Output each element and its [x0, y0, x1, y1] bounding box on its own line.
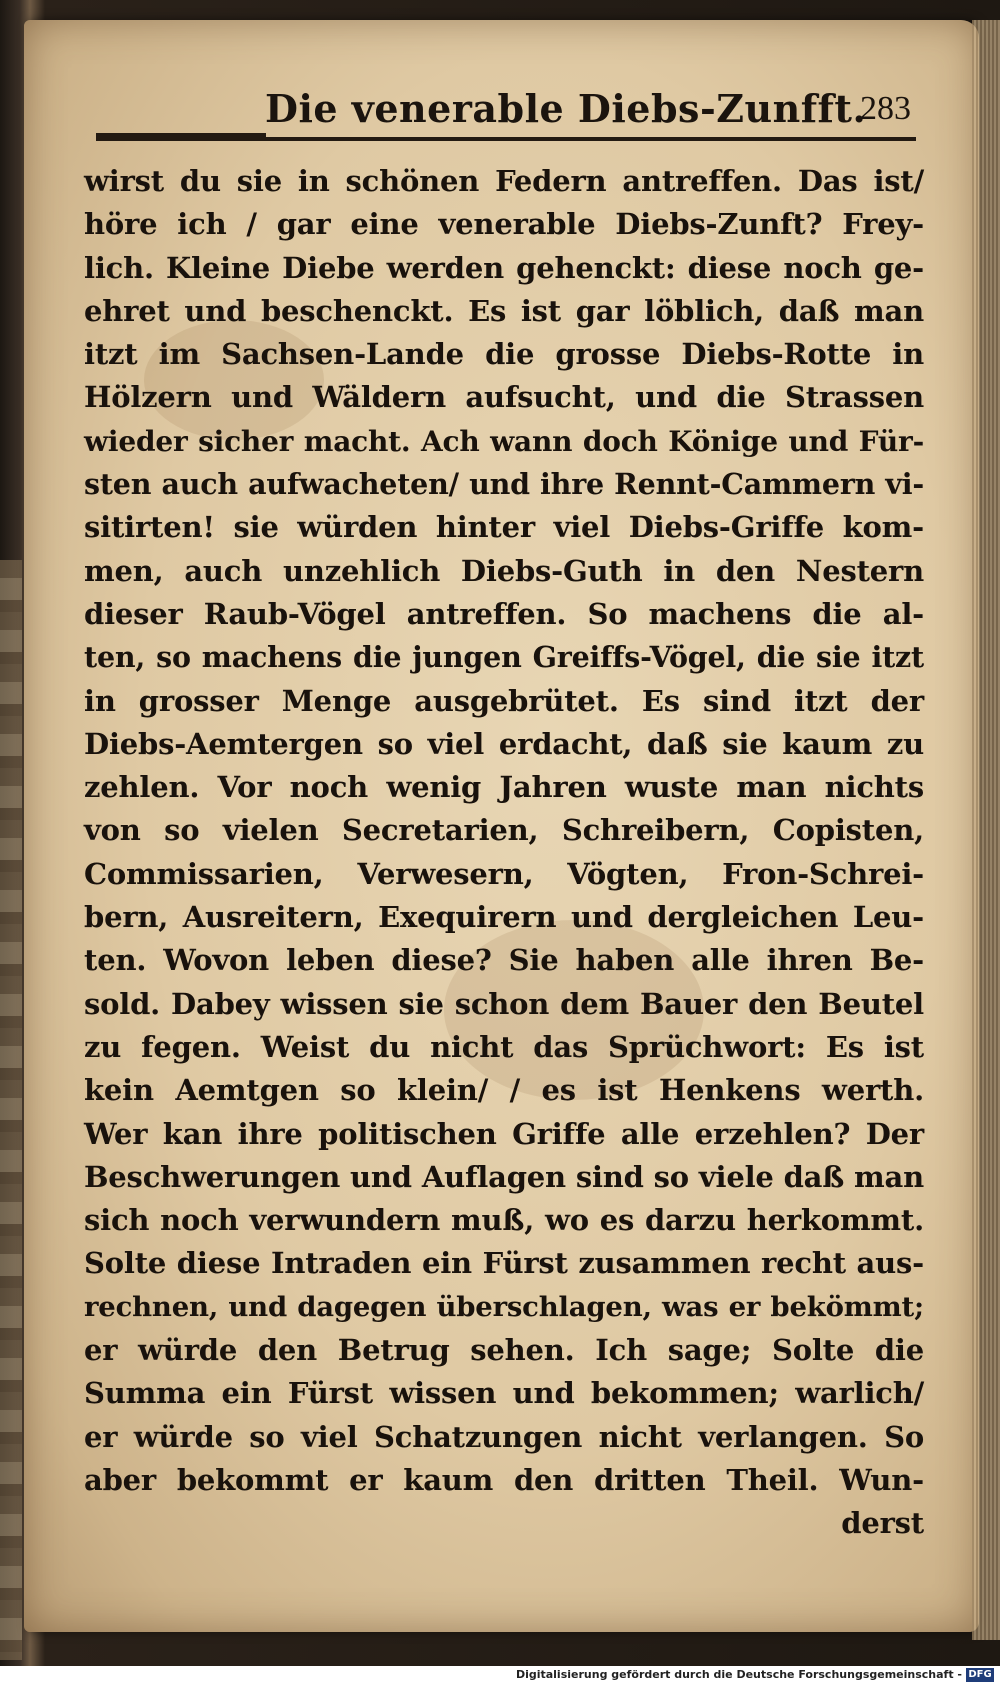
text-line: ten. Wovon leben diese? Sie haben alle ihren Be-: [84, 943, 924, 978]
text-line: itzt im Sachsen-Lande die grosse Diebs-Rotte in: [84, 337, 924, 372]
text-line: men, auch unzehlich Diebs-Guth in den Nestern: [84, 553, 924, 588]
text-line: in grosser Menge ausgebrütet. Es sind itzt der: [84, 683, 924, 718]
text-line: wieder sicher macht. Ach wann doch Könige und Für-: [84, 424, 924, 458]
text-line: sich noch verwundern muß, wo es darzu herkommt.: [84, 1203, 924, 1238]
page-number: 283: [860, 90, 911, 127]
text-line: Summa ein Fürst wissen und bekommen; warlich/: [84, 1376, 924, 1411]
funding-credit: Digitalisierung gefördert durch die Deutsche Forschungsgemeinschaft -: [515, 1668, 962, 1681]
text-line: Diebs-Aemtergen so viel erdacht, daß sie kaum zu: [84, 726, 924, 761]
text-line: bern, Ausreitern, Exequirern und dergleichen Leu-: [84, 900, 924, 935]
header-rule: [96, 137, 916, 141]
text-line: von so vielen Secretarien, Schreibern, Copisten,: [84, 813, 924, 848]
text-line: Hölzern und Wäldern aufsucht, und die Strassen: [84, 380, 924, 415]
text-line: Commissarien, Verwesern, Vögten, Fron-Schrei-: [84, 856, 924, 891]
catchword: derst: [841, 1506, 924, 1541]
text-line: ehret und beschenckt. Es ist gar löblich, daß man: [84, 293, 924, 328]
running-title: Die venerable Diebs-Zunfft.: [265, 86, 867, 131]
text-line: er würde so viel Schatzungen nicht verlangen. So: [84, 1419, 924, 1454]
text-line: Beschwerungen und Auflagen sind so viele daß man: [84, 1159, 924, 1194]
page-edges: [972, 20, 1000, 1640]
text-line: Solte diese Intraden ein Fürst zusammen recht aus-: [84, 1246, 924, 1281]
text-line: sold. Dabey wissen sie schon dem Bauer den Beutel: [84, 986, 924, 1021]
body-text: [84, 160, 924, 1546]
text-line: lich. Kleine Diebe werden gehenckt: diese noch ge-: [84, 250, 924, 285]
text-line: dieser Raub-Vögel antreffen. So machens die al-: [84, 596, 924, 631]
text-line: Wer kan ihre politischen Griffe alle erzehlen? Der: [84, 1116, 924, 1151]
text-line: aber bekommt er kaum den dritten Theil. Wun-: [84, 1462, 924, 1497]
text-line: höre ich / gar eine venerable Diebs-Zunft? Frey-: [84, 207, 924, 242]
text-line: er würde den Betrug sehen. Ich sage; Solte die: [84, 1333, 924, 1368]
text-line: ten, so machens die jungen Greiffs-Vögel, die sie itzt: [84, 640, 924, 675]
text-line: sten auch aufwacheten/ und ihre Rennt-Cammern vi-: [84, 467, 924, 502]
text-line: wirst du sie in schönen Federn antreffen. Das ist/: [84, 164, 924, 198]
facing-page-edge: [0, 560, 22, 1660]
text-line: sitirten! sie würden hinter viel Diebs-Griffe kom-: [84, 510, 924, 545]
text-line: kein Aemtgen so klein/ / es ist Henkens werth.: [84, 1073, 924, 1108]
text-line: zu fegen. Weist du nicht das Sprüchwort: Es ist: [84, 1029, 924, 1064]
text-line: rechnen, und dagegen überschlagen, was er bekömmt;: [84, 1290, 924, 1323]
dfg-logo-icon: DFG: [966, 1668, 994, 1682]
text-line: zehlen. Vor noch wenig Jahren wuste man nichts: [84, 770, 924, 805]
page-header: [245, 80, 925, 140]
